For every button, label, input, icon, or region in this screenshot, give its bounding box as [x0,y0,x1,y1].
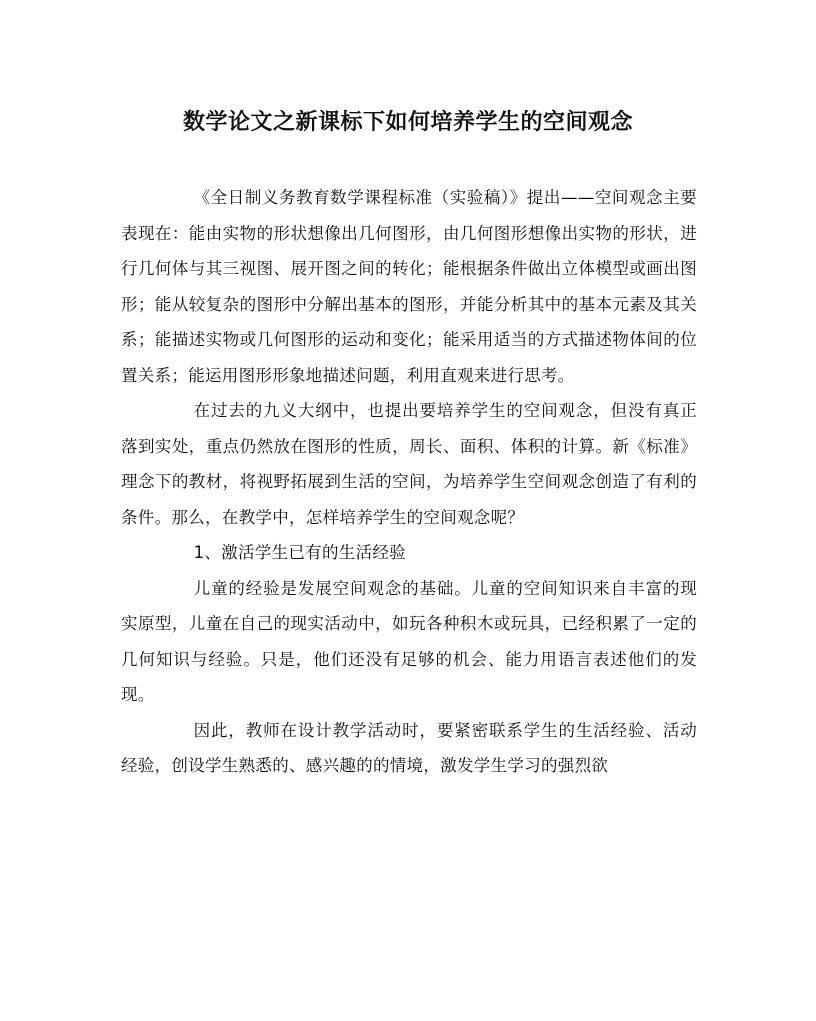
document-body [121,180,697,784]
document-title: 数学论文之新课标下如何培养学生的空间观念 [182,109,633,135]
paragraph-teacher-design: 因此，教师在设计教学活动时，要紧密联系学生的生活经验、活动经验，创设学生熟悉的、感兴趣的的情境，激发学生学习的强烈欲 [121,720,697,775]
paragraph-children-experience: 儿童的经验是发展空间观念的基础。儿童的空间知识来自丰富的现实原型，儿童在自己的现实活动中，如玩各种积木或玩具，已经积累了一定的几何知识与经验。只是，他们还没有足够的机会、能力用语言表述他们的发现。 [121,578,697,704]
section-heading-1: 1、激活学生已有的生活经验 [193,543,406,562]
paragraph-curriculum-standard: 《全日制义务教育数学课程标准（实验稿）》提出——空间观念主要表现在：能由实物的形状想像出几何图形，由几何图形想像出实物的形状，进行几何体与其三视图、展开图之间的转化；能根据条件做出立体模型或画出图形；能从较复杂的图形中分解出基本的图形，并能分析其中的基本元素及其关系；能描述实物或几何图形的运动和变化；能采用适当的方式描述物体间的位置关系；能运用图形形象地描述问题，利用直观来进行思考。 [121,188,697,385]
paragraph-past-syllabus: 在过去的九义大纲中，也提出要培养学生的空间观念，但没有真正落到实处，重点仍然放在图形的性质，周长、面积、体积的计算。新《标准》理念下的教材，将视野拓展到生活的空间，为培养学生空间观念创造了有利的条件。那么，在教学中，怎样培养学生的空间观念呢？ [121,401,697,527]
